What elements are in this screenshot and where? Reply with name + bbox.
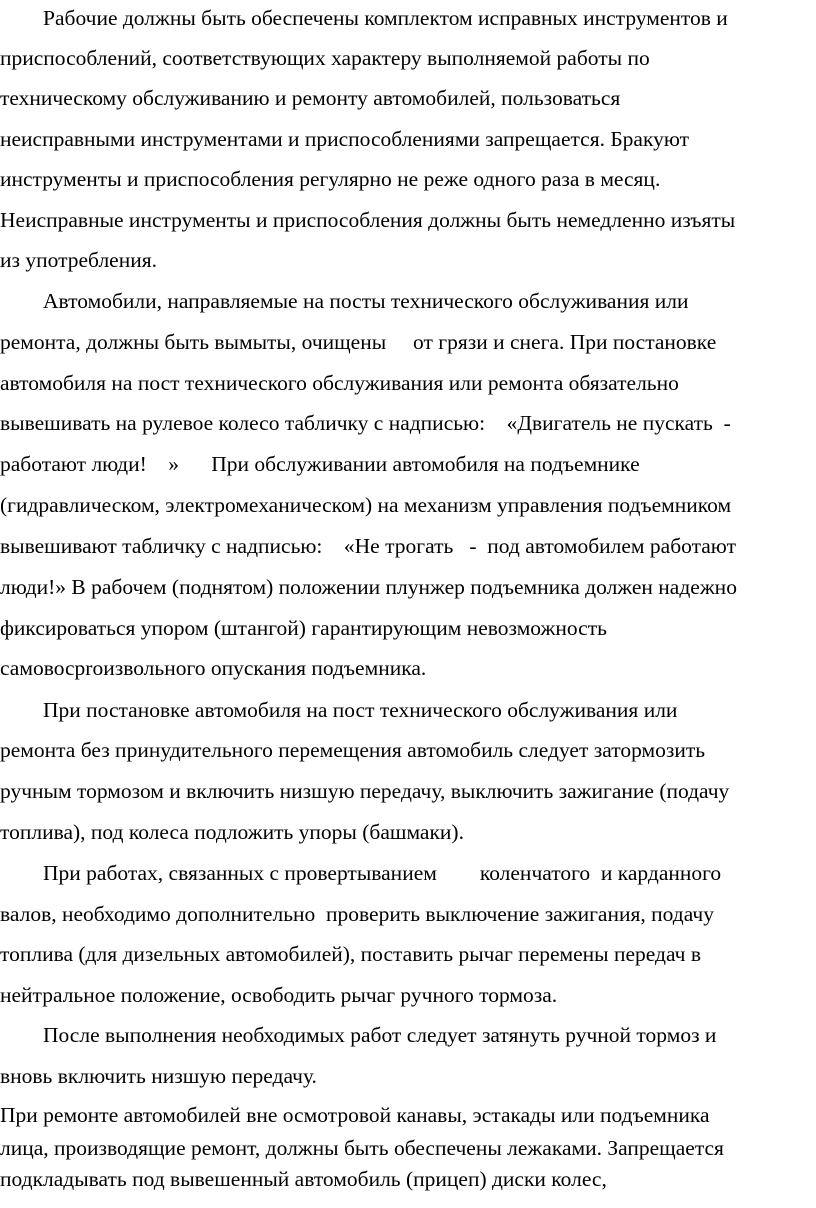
text-line: вывешивать на рулевое колесо табличку с надписью: «Двигатель не пускать -: [0, 411, 731, 435]
text-line: техническому обслуживанию и ремонту автомобилей, пользоваться: [0, 86, 621, 110]
text-line: нейтральное положение, освободить рычаг ручного тормоза.: [0, 983, 558, 1007]
text-line: Рабочие должны быть обеспечены комплектом исправных инструментов и: [0, 6, 728, 30]
text-line: работают люди! » При обслуживании автомобиля на подъемнике: [0, 452, 640, 476]
text-line: люди!» В рабочем (поднятом) положении плунжер подъемника должен надежно: [0, 575, 737, 599]
text-line: ремонта, должны быть вымыты, очищены от грязи и снега. При постановке: [0, 330, 717, 354]
text-line: ремонта без принудительного перемещения автомобиль следует затормозить: [0, 738, 706, 762]
text-line: При постановке автомобиля на пост технического обслуживания или: [0, 698, 678, 722]
text-line: подкладывать под вывешенный автомобиль (прицеп) диски колес,: [0, 1167, 607, 1191]
text-line: При ремонте автомобилей вне осмотровой канавы, эстакады или подъемника: [0, 1103, 710, 1127]
text-line: неисправными инструментами и приспособлениями запрещается. Бракуют: [0, 127, 690, 151]
text-line: Автомобили, направляемые на посты технического обслуживания или: [0, 289, 689, 313]
text-line: из употребления.: [0, 248, 157, 272]
text-line: топлива (для дизельных автомобилей), поставить рычаг перемены передач в: [0, 942, 702, 966]
text-line: При работах, связанных с провертыванием коленчатого и карданного: [0, 861, 722, 885]
text-line: автомобиля на пост технического обслуживания или ремонта обязательно: [0, 371, 679, 395]
text-line: топлива), под колеса подложить упоры (башмаки).: [0, 820, 464, 844]
text-line: вывешивают табличку с надписью: «Не трогать - под автомобилем работают: [0, 534, 736, 558]
text-line: инструменты и приспособления регулярно не реже одного раза в месяц.: [0, 167, 661, 191]
text-line: фиксироваться упором (штангой) гарантирующим невозможность: [0, 616, 607, 640]
text-line: приспособлений, соответствующих характеру выполняемой работы по: [0, 46, 650, 70]
text-line: Неисправные инструменты и приспособления должны быть немедленно изъяты: [0, 208, 736, 232]
text-line: валов, необходимо дополнительно проверить выключение зажигания, подачу: [0, 902, 714, 926]
text-line: вновь включить низшую передачу.: [0, 1064, 317, 1088]
text-line: (гидравлическом, электромеханическом) на механизм управления подъемником: [0, 493, 732, 517]
text-line: ручным тормозом и включить низшую передачу, выключить зажигание (подачу: [0, 779, 730, 803]
text-line: самовосproизвольного опускания подъемника.: [0, 656, 427, 680]
text-line: После выполнения необходимых работ следует затянуть ручной тормоз и: [0, 1023, 717, 1047]
text-line: лица, производящие ремонт, должны быть обеспечены лежаками. Запрещается: [0, 1136, 724, 1160]
